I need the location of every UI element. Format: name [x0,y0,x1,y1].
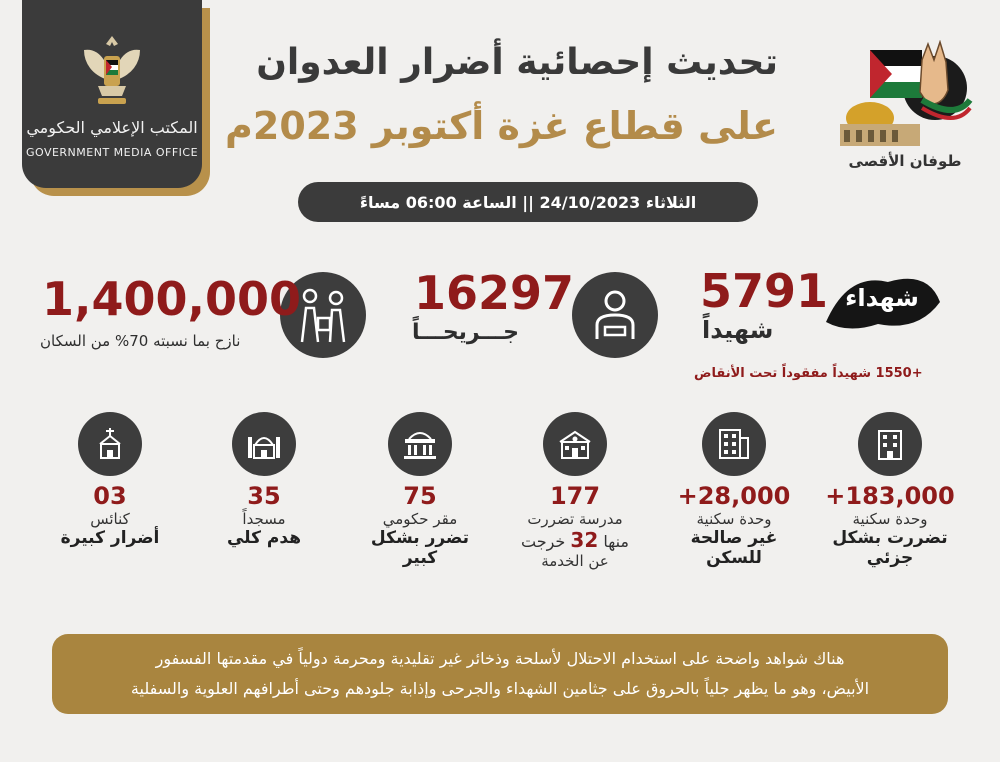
footer-line-2: الأبيض، وهو ما يظهر جلياً بالحروق على جثامين الشهداء والجرحى وإذابة جلودهم وحتى أطرافهم العلوية والسفلية [130,679,870,698]
martyrs-label: شهيداً [702,316,774,344]
missing-under-rubble: +1550 شهيداً مفقوداً تحت الأنقاض [694,366,923,381]
eagle-emblem-icon [80,30,144,110]
al-aqsa-flood-icon [830,40,980,150]
stat-partially-damaged-units [820,412,960,568]
stat-line-bold: أضرار كبيرة [60,528,160,548]
page-subtitle: على قطاع غزة أكتوبر 2023م [225,104,778,148]
stat-mosques [194,412,334,548]
office-name-arabic: المكتب الإعلامي الحكومي [26,118,198,137]
stat-line: وحدة سكنية [696,510,772,528]
school-icon [543,412,607,476]
date-time-banner: الثلاثاء 24/10/2023 || الساعة 06:00 مساءً [298,182,758,222]
stat-line-bold: كبير [402,548,438,568]
stat-line: مسجداً [242,510,286,528]
displaced-label: نازح بما نسبته 70% من السكان [40,332,241,350]
footer-note [52,634,948,714]
wounded-icon-circle [572,272,658,358]
displaced-family-icon [292,284,354,346]
stat-line-bold: هدم كلي [226,528,301,548]
stat-value: +183,000 [825,482,955,510]
stat-line: عن الخدمة [541,552,609,570]
building-icon [858,412,922,476]
stat-value: 177 [549,482,601,510]
stat-value: 03 [93,482,127,510]
stat-text: خرجت [520,532,566,551]
stat-line-bold: تضرر بشكل [370,528,470,548]
stat-line: وحدة سكنية [852,510,928,528]
stat-value: 75 [403,482,437,510]
stat-line: مدرسة تضررت [527,510,623,528]
displaced-count: 1,400,000 [42,272,301,326]
stat-line-bold: جزئي [866,548,914,568]
campaign-name: طوفان الأقصى [848,152,962,170]
schools-out-of-service [500,528,650,552]
stat-line-bold: غير صالحة [690,528,778,548]
martyrs-emblem [818,262,946,342]
stat-line: مقر حكومي [382,510,458,528]
stat-damaged-schools [500,412,650,570]
page-title: تحديث إحصائية أضرار العدوان [256,42,778,83]
government-building-icon [388,412,452,476]
campaign-emblem [830,40,980,170]
stat-line-bold: للسكن [706,548,762,568]
injured-person-icon [587,287,643,343]
schools-out-count: 32 [570,528,599,552]
office-name-english: GOVERNMENT MEDIA OFFICE [25,146,199,159]
stat-government-buildings [350,412,490,568]
stat-value: 35 [247,482,281,510]
mosque-icon [232,412,296,476]
stat-uninhabitable-units [664,412,804,568]
stat-churches [40,412,180,548]
footer-line-1: هناك شواهد واضحة على استخدام الاحتلال لأسلحة وذخائر غير تقليدية ومحرمة دولياً في مقدمتها الفسفور [155,649,845,668]
government-media-office-logo [22,0,202,188]
martyrs-count: 5791 [700,264,829,318]
stat-value: +28,000 [677,482,791,510]
stat-line: كنائس [90,510,130,528]
church-icon [78,412,142,476]
wounded-count: 16297 [414,266,575,320]
stat-line-bold: تضررت بشكل [832,528,948,548]
apartment-icon [702,412,766,476]
wounded-label: جـــريحـــاً [412,320,520,345]
stat-text: منها [603,532,629,551]
martyrs-emblem-text: شهداء [845,284,919,312]
